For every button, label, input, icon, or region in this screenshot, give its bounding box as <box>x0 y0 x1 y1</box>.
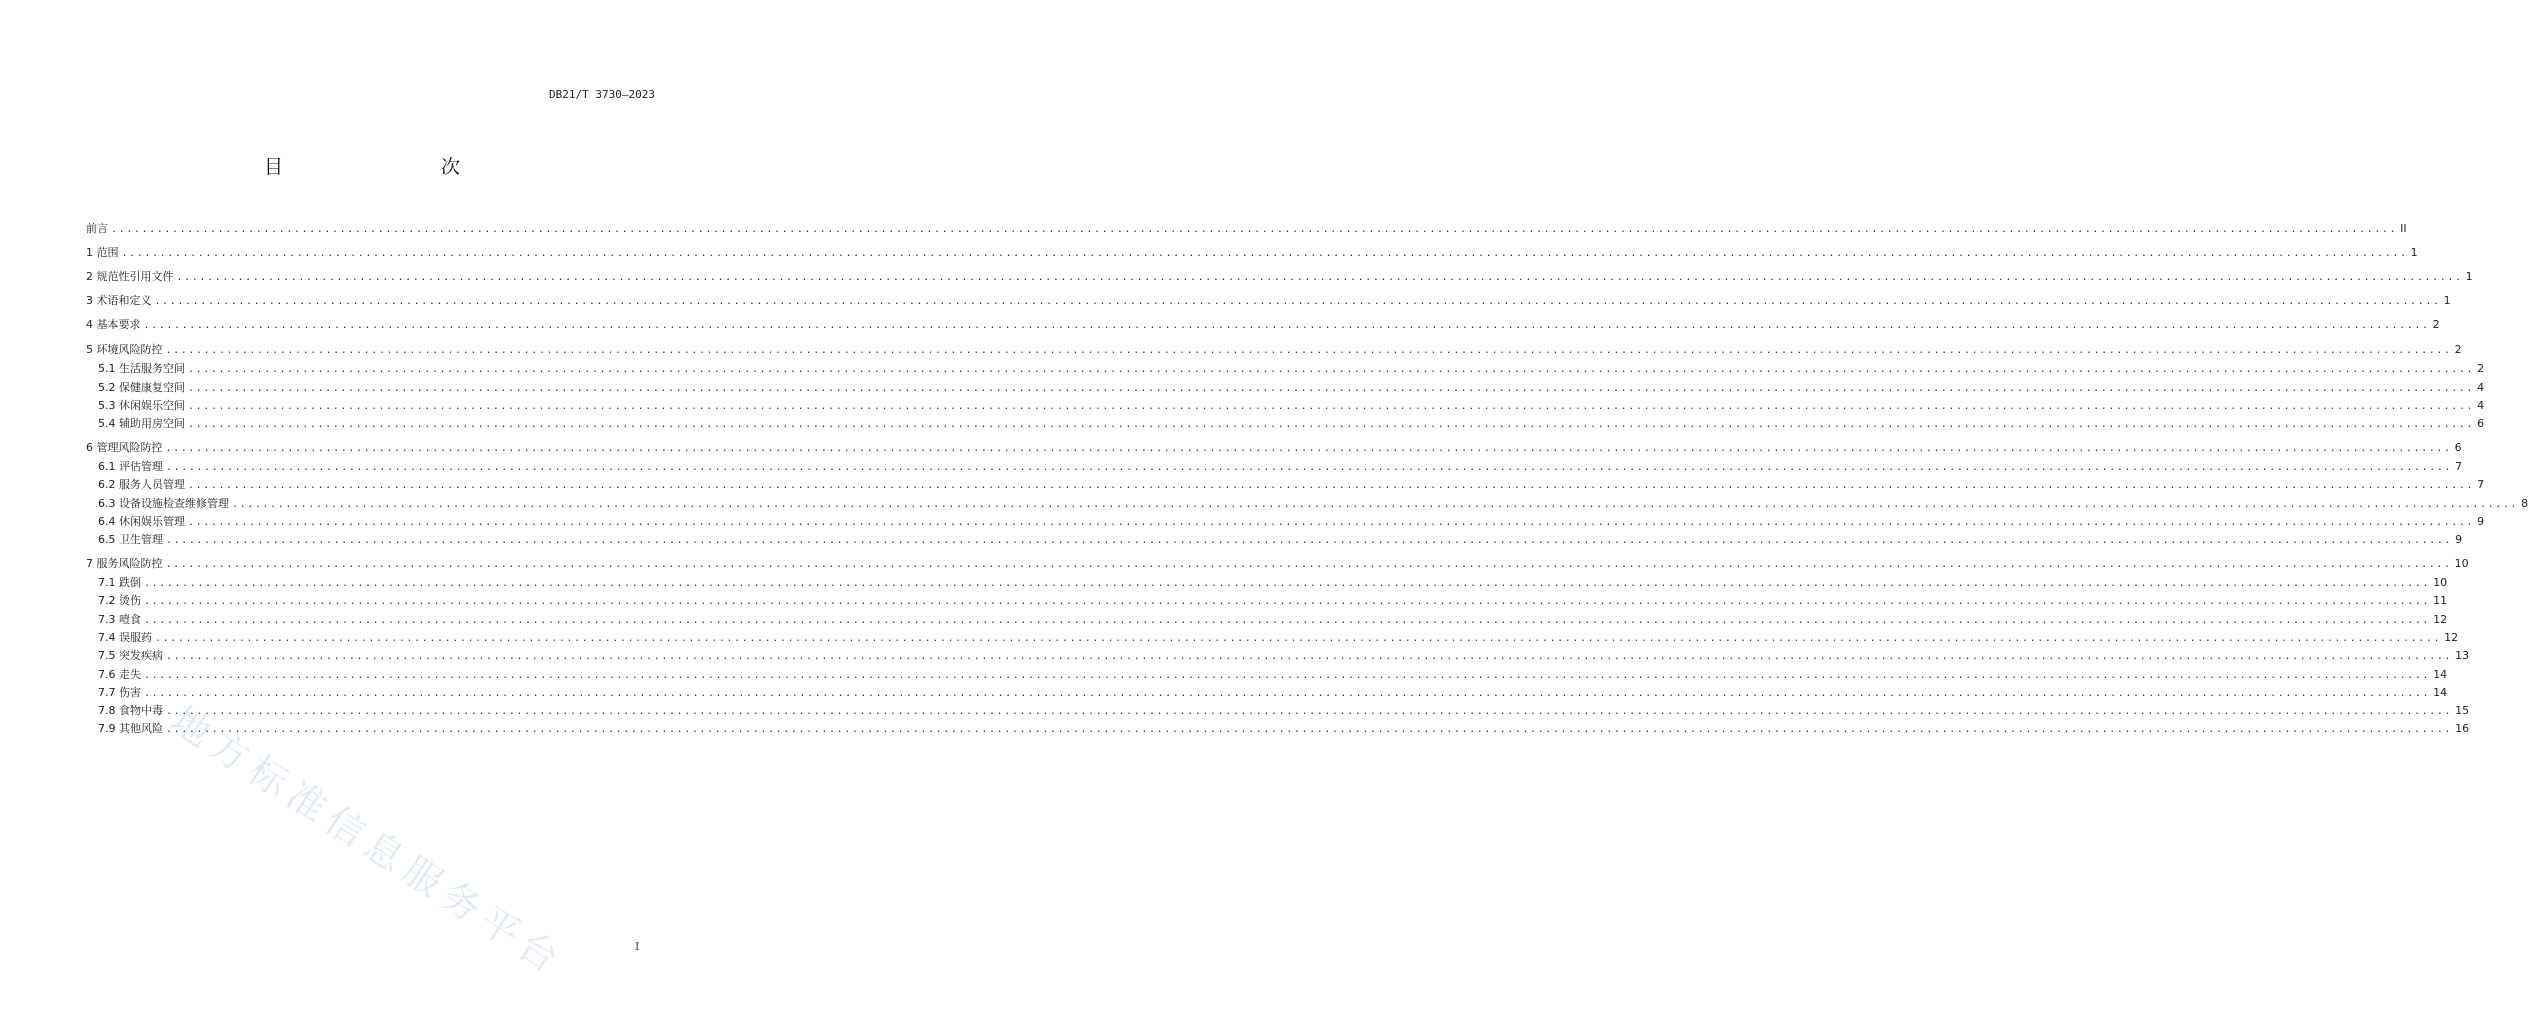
toc-entry[interactable] <box>86 221 2407 237</box>
toc-entry-label: 7.4 误服药 <box>98 631 152 644</box>
watermark: 地方标准信息服务平台 <box>163 697 573 985</box>
toc-entry-page: 1 <box>2465 270 2473 283</box>
toc-leader-dots: ............................................................................................................................................................................................................................................................................................................ <box>144 615 2431 626</box>
toc-entry-page: 1 <box>2410 246 2418 259</box>
toc-entry-label: 6.1 评估管理 <box>98 460 163 473</box>
toc-entry-label: 7.6 走失 <box>98 668 141 681</box>
toc-leader-dots: ............................................................................................................................................................................................................................................................................................................ <box>166 535 2453 546</box>
toc-entry-label: 3 术语和定义 <box>86 294 152 307</box>
toc-entry[interactable] <box>98 721 2470 737</box>
toc-entry-label: 7.1 跌倒 <box>98 576 141 589</box>
toc-entry-page: 14 <box>2433 686 2448 699</box>
toc-entry[interactable] <box>98 667 2448 683</box>
toc-entry-label: 7.9 其他风险 <box>98 722 163 735</box>
toc-entry-label: 前言 <box>86 222 108 235</box>
toc-leader-dots: ............................................................................................................................................................................................................................................................................................................ <box>165 559 2452 570</box>
toc-entry-page: 13 <box>2455 649 2470 662</box>
toc-entry[interactable] <box>98 361 2485 377</box>
toc-entry-label: 7 服务风险防控 <box>86 557 163 570</box>
toc-entry-page: 7 <box>2477 478 2485 491</box>
toc-entry[interactable] <box>98 532 2463 548</box>
toc-entry[interactable] <box>98 685 2448 701</box>
toc-entry[interactable] <box>86 342 2462 358</box>
toc-entry[interactable] <box>86 440 2462 456</box>
toc-entry-label: 5.4 辅助用房空间 <box>98 417 185 430</box>
toc-entry-label: 6.5 卫生管理 <box>98 533 163 546</box>
toc-leader-dots: ............................................................................................................................................................................................................................................................................................................ <box>144 688 2431 699</box>
toc-entry-page: 8 <box>2521 497 2528 510</box>
toc-entry-page: 4 <box>2477 381 2485 394</box>
toc-entry-label: 5.2 保健康复空间 <box>98 381 185 394</box>
toc-entry-page: 1 <box>2443 294 2451 307</box>
toc-leader-dots: ............................................................................................................................................................................................................................................................................................................ <box>188 517 2475 528</box>
toc-entry[interactable] <box>86 317 2440 333</box>
toc-entry[interactable] <box>98 416 2485 432</box>
toc-entry-label: 7.7 伤害 <box>98 686 141 699</box>
toc-entry-label: 7.8 食物中毒 <box>98 704 163 717</box>
toc-leader-dots: ............................................................................................................................................................................................................................................................................................................ <box>121 248 2408 259</box>
page-number: I <box>635 940 640 953</box>
toc-entry-page: 14 <box>2433 668 2448 681</box>
document-code: DB21/T 3730—2023 <box>549 88 655 101</box>
toc-entry[interactable] <box>86 269 2473 285</box>
toc-entry-label: 5.3 休闲娱乐空间 <box>98 399 185 412</box>
toc-entry-page: 15 <box>2455 704 2470 717</box>
toc-leader-dots: ............................................................................................................................................................................................................................................................................................................ <box>165 443 2452 454</box>
toc-entry-label: 4 基本要求 <box>86 318 141 331</box>
toc-entry-page: 2 <box>2432 318 2440 331</box>
toc-entry-page: 11 <box>2433 594 2448 607</box>
toc-entry-label: 6.4 休闲娱乐管理 <box>98 515 185 528</box>
toc-entry[interactable] <box>86 293 2451 309</box>
toc-entry[interactable] <box>86 556 2469 572</box>
toc-leader-dots: ............................................................................................................................................................................................................................................................................................................ <box>144 596 2431 607</box>
toc-entry-page: 12 <box>2444 631 2459 644</box>
toc-entry-label: 2 规范性引用文件 <box>86 270 174 283</box>
toc-leader-dots: ............................................................................................................................................................................................................................................................................................................ <box>188 401 2475 412</box>
toc-leader-dots: ............................................................................................................................................................................................................................................................................................................ <box>232 499 2519 510</box>
toc-entry[interactable] <box>98 648 2470 664</box>
toc-leader-dots: ............................................................................................................................................................................................................................................................................................................ <box>144 578 2431 589</box>
toc-entry-label: 7.2 烫伤 <box>98 594 141 607</box>
toc-entry-page: II <box>2400 222 2407 235</box>
toc-leader-dots: ............................................................................................................................................................................................................................................................................................................ <box>155 633 2442 644</box>
toc-entry-label: 7.5 突发疾病 <box>98 649 163 662</box>
toc-leader-dots: ............................................................................................................................................................................................................................................................................................................ <box>188 364 2475 375</box>
page-title: 目 次 <box>263 156 500 178</box>
toc-entry-label: 5.1 生活服务空间 <box>98 362 185 375</box>
toc-leader-dots: ............................................................................................................................................................................................................................................................................................................ <box>165 345 2452 356</box>
toc-leader-dots: ............................................................................................................................................................................................................................................................................................................ <box>154 296 2441 307</box>
toc-leader-dots: ............................................................................................................................................................................................................................................................................................................ <box>188 480 2475 491</box>
toc-entry[interactable] <box>98 612 2448 628</box>
toc-leader-dots: ............................................................................................................................................................................................................................................................................................................ <box>111 224 2398 235</box>
toc-entry-page: 9 <box>2455 533 2463 546</box>
toc-entry-page: 9 <box>2477 515 2485 528</box>
toc-entry-page: 12 <box>2433 613 2448 626</box>
toc-entry-page: 10 <box>2454 557 2469 570</box>
toc-leader-dots: ............................................................................................................................................................................................................................................................................................................ <box>166 462 2453 473</box>
toc-entry-label: 6.2 服务人员管理 <box>98 478 185 491</box>
toc-entry[interactable] <box>98 514 2485 530</box>
toc-leader-dots: ............................................................................................................................................................................................................................................................................................................ <box>166 706 2453 717</box>
toc-entry-page: 16 <box>2455 722 2470 735</box>
toc-entry-page: 7 <box>2455 460 2463 473</box>
toc-entry-page: 4 <box>2477 399 2485 412</box>
toc-entry[interactable] <box>98 630 2459 646</box>
toc-entry-label: 7.3 噎食 <box>98 613 141 626</box>
toc-entry[interactable] <box>98 398 2485 414</box>
toc-entry-page: 6 <box>2454 441 2462 454</box>
toc-leader-dots: ............................................................................................................................................................................................................................................................................................................ <box>176 272 2463 283</box>
toc-leader-dots: ............................................................................................................................................................................................................................................................................................................ <box>166 724 2453 735</box>
toc-leader-dots: ............................................................................................................................................................................................................................................................................................................ <box>166 651 2453 662</box>
toc-entry-label: 6.3 设备设施检查维修管理 <box>98 497 229 510</box>
toc-entry-page: 2 <box>2477 362 2485 375</box>
toc-leader-dots: ............................................................................................................................................................................................................................................................................................................ <box>188 419 2475 430</box>
toc-entry-page: 6 <box>2477 417 2485 430</box>
toc-entry[interactable] <box>98 380 2485 396</box>
toc-entry-page: 10 <box>2433 576 2448 589</box>
toc-entry[interactable] <box>86 245 2418 261</box>
toc-entry-label: 6 管理风险防控 <box>86 441 163 454</box>
toc-entry-label: 5 环境风险防控 <box>86 343 163 356</box>
toc-leader-dots: ............................................................................................................................................................................................................................................................................................................ <box>143 320 2430 331</box>
toc-leader-dots: ............................................................................................................................................................................................................................................................................................................ <box>144 670 2431 681</box>
toc-entry[interactable] <box>98 477 2485 493</box>
toc-entry[interactable] <box>98 496 2528 512</box>
toc-entry-label: 1 范围 <box>86 246 119 259</box>
toc-entry[interactable] <box>98 575 2448 591</box>
toc-entry[interactable] <box>98 593 2448 609</box>
toc-leader-dots: ............................................................................................................................................................................................................................................................................................................ <box>188 383 2475 394</box>
toc-entry[interactable] <box>98 703 2470 719</box>
toc-entry-page: 2 <box>2454 343 2462 356</box>
toc-entry[interactable] <box>98 459 2463 475</box>
